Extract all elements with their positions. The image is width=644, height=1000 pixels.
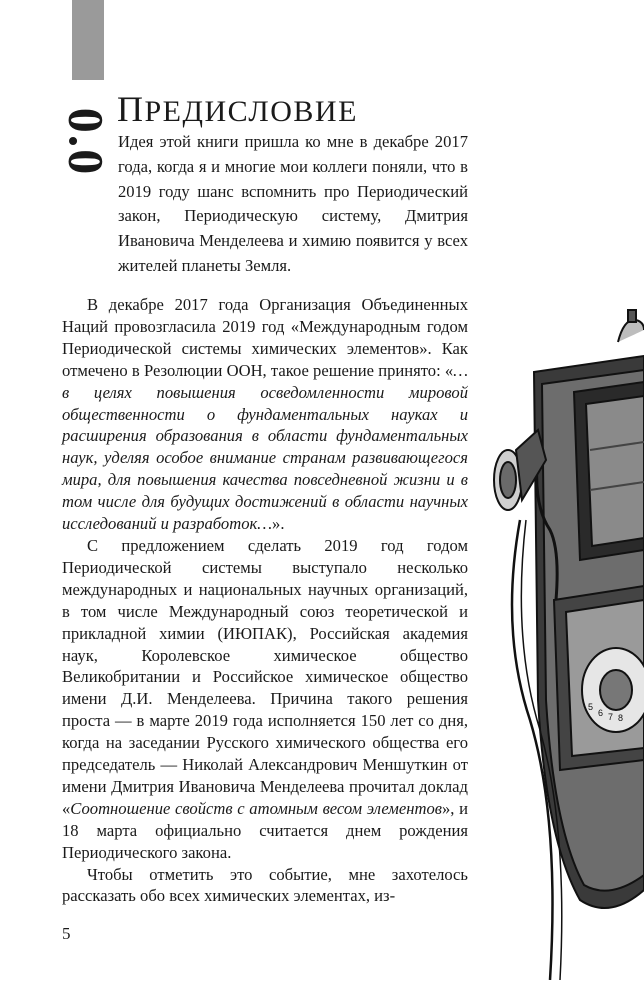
dial-digit: 8 (618, 713, 624, 723)
body-paragraph (62, 535, 468, 864)
chapter-tab (72, 0, 104, 80)
page-number: 5 (62, 924, 71, 943)
dial-digit: 6 (598, 708, 604, 718)
body-paragraph (62, 864, 468, 908)
italic-quote: …в целях повышения осведомленности мировой общественности о фундаментальных науках и расширения образования в области фундаментальных наук, уделяя особое внимание странам развивающегося мира, для повышения качества повседневной жизни и в том числе для будущих достижений в области научных исследований и разработок… (62, 360, 468, 534)
body-paragraph (62, 294, 468, 535)
chapter-title-initial: П (117, 89, 145, 129)
chapter-title-rest: РЕДИСЛОВИЕ (144, 95, 358, 128)
intro-paragraph: Идея этой книги пришла ко мне в декабре 2017 года, когда я и многие мои коллеги поняли, что в 2019 году шанс вспомнить про Периодический закон, Периодическую систему, Дмитрия Ивановича Менделеева и химию появится у всех жителей планеты Земля. (118, 132, 468, 275)
dial-digit: 5 (588, 702, 594, 712)
antique-wall-telephone-icon (490, 300, 644, 980)
intro-block (118, 130, 468, 279)
chapter-title (117, 88, 358, 130)
body-text (62, 294, 468, 907)
chapter-number-text: 0.0 (58, 107, 114, 177)
text-segment: С предложением сделать 2019 год годом Периодической системы выступало несколько международных и национальных научных организаций, в том числе Международный союз теоретической и прикладной химии (ИЮПАК), Российская академия наук, Королевское химическое общество Великобритании и Российское химическое общество имени Д.И. Менделеева. Причина такого решения проста — в марте 2019 года исполняется 150 лет со дня, когда на заседании Русского химического общества его председатель — Николай Александрович Меншуткин от имени Дмитрия Ивановича Менделеева прочитал доклад « (62, 535, 468, 818)
chapter-number (60, 92, 112, 192)
text-segment: ». (272, 514, 285, 534)
text-segment: Чтобы отметить это событие, мне захотелось рассказать обо всех химических элементах, из- (62, 864, 468, 906)
dial-digit: 7 (608, 712, 614, 722)
italic-quote: Соотношение свойств с атомным весом элементов (70, 798, 442, 818)
text-segment: », и 18 марта официально считается днем рождения Периодического закона. (62, 798, 468, 862)
text-segment: В декабре 2017 года Организация Объединенных Наций провозгласила 2019 год «Международным годом Периодической системы химических элементов». Как отмечено в Резолюции ООН, такое решение принято: « (62, 295, 468, 380)
